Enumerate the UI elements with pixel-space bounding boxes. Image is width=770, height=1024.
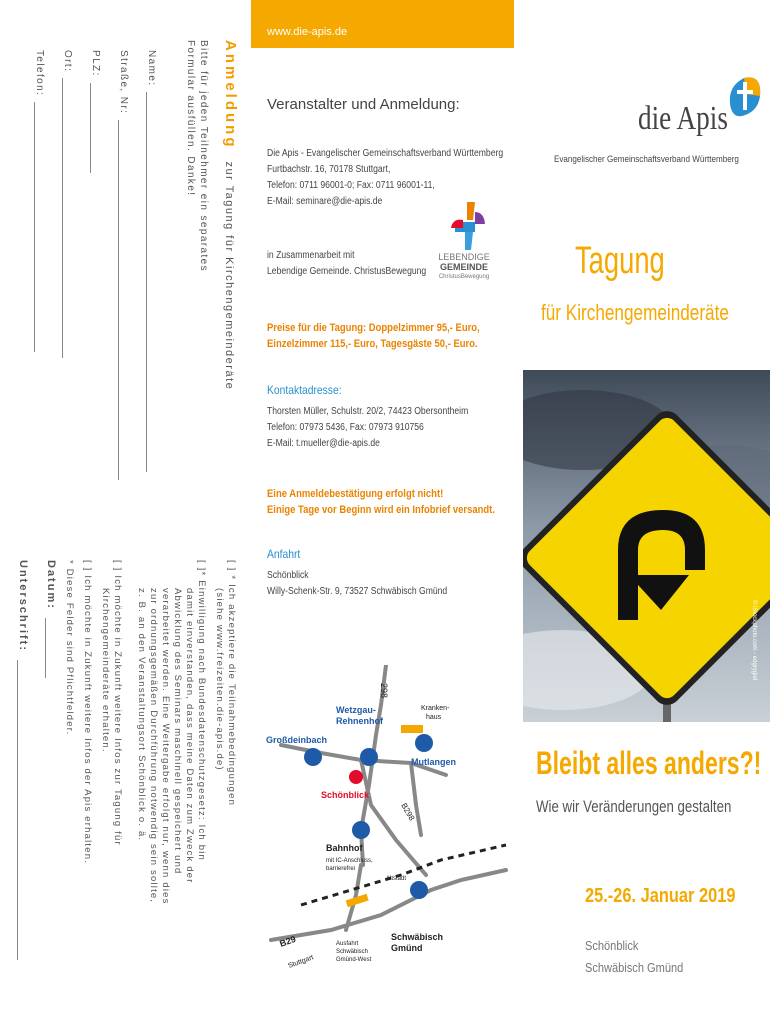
- road-mutlangen: [411, 763, 421, 835]
- name-field[interactable]: [146, 50, 157, 472]
- map-label-hospital: haus: [426, 714, 442, 721]
- checkbox-text: damit einverstanden, dass meine Daten zum Zweck der: [184, 588, 195, 884]
- map-label-b298-south: B298: [399, 801, 417, 823]
- event-subtitle: für Kirchengemeinderäte: [541, 300, 729, 325]
- checkbox-terms[interactable]: [213, 560, 237, 806]
- event-title: Tagung: [575, 240, 665, 282]
- field-input-line[interactable]: [118, 120, 129, 480]
- field-label: Name:: [146, 50, 157, 87]
- lebendige-gemeinde-logo: [429, 198, 499, 293]
- checkbox-text: [ ] * Ich akzeptiere die Teilnahmebedingungen: [226, 560, 237, 807]
- registration-heading-suffix: zur Tagung für Kirchengemeinderäte: [223, 161, 235, 391]
- map-label-hospital: Kranken-: [421, 705, 450, 712]
- bahnhof-dot: [352, 821, 370, 839]
- organizer-line: Telefon: 0711 96001-0; Fax: 0711 96001-11,: [267, 180, 435, 191]
- lg-logo-text: LEBENDIGE: [438, 252, 490, 262]
- map-label-exit: Ausfahrt: [336, 941, 359, 947]
- mutlangen-dot: [415, 734, 433, 752]
- prices-line: Preise für die Tagung: Doppelzimmer 95,- Euro,: [267, 322, 480, 334]
- checkbox-text: [ ] Ich möchte in Zukunft weitere Infos der Apis erhalten.: [82, 560, 93, 865]
- map-label-schwaebisch-gmuend: Schwäbisch: [391, 932, 444, 942]
- map-label-schoenblick: Schönblick: [321, 790, 370, 800]
- checkbox-text: zur ordnungsgemäßen Durchführung notwendig sein sollte,: [148, 588, 159, 904]
- organizer-heading: Veranstalter und Anmeldung:: [267, 96, 460, 113]
- event-city: Schwäbisch Gmünd: [585, 960, 684, 975]
- registration-form-panel: [0, 0, 252, 1024]
- signature-label: Unterschrift:: [17, 560, 29, 653]
- organizer-line: Die Apis - Evangelischer Gemeinschaftsverband Württemberg: [267, 148, 504, 159]
- lg-logo-text: ChristusBewegung: [438, 274, 490, 280]
- map-label-exit: Schwäbisch: [336, 949, 369, 955]
- city-field[interactable]: [62, 50, 73, 358]
- event-headline: Bleibt alles anders?!: [536, 745, 762, 781]
- photo-credit: © iStockphoto.com - edgrygiel: [751, 600, 757, 681]
- schwaebisch-gmuend-dot: [410, 881, 428, 899]
- notice-line: Eine Anmeldebestätigung erfolgt nicht!: [267, 488, 444, 500]
- contact-heading: Kontaktadresse:: [267, 383, 342, 397]
- signature-field[interactable]: [17, 560, 29, 960]
- date-field[interactable]: [45, 560, 57, 678]
- u-turn-sign-image: [523, 370, 770, 722]
- date-label: Datum:: [45, 560, 57, 610]
- grossdeinbach-dot: [304, 748, 322, 766]
- field-label: PLZ:: [90, 50, 101, 77]
- wetzgau-dot: [360, 748, 378, 766]
- cooperation-line: Lebendige Gemeinde. ChristusBewegung: [267, 266, 427, 277]
- signature-input-line[interactable]: [17, 660, 28, 960]
- directions-map: [261, 665, 511, 1005]
- checkbox-text: [ ] Ich möchte in Zukunft weitere Infos zur Tagung für: [112, 560, 123, 846]
- organizer-email[interactable]: E-Mail: seminare@die-apis.de: [267, 196, 383, 207]
- field-input-line[interactable]: [34, 102, 45, 352]
- map-label-ic: barrierefrei: [326, 866, 356, 872]
- contact-block: [267, 382, 468, 452]
- map-label-b29: B29: [278, 933, 298, 949]
- cooperation-note: [267, 248, 426, 280]
- field-label: Straße, Nr:: [118, 50, 129, 115]
- lg-logo-text: GEMEINDE: [439, 262, 488, 272]
- cooperation-line: in Zusammenarbeit mit: [267, 250, 355, 261]
- map-label-rehnenhof: Rehnenhof: [336, 716, 383, 726]
- route-line: Schönblick: [267, 570, 309, 581]
- map-label-schwaebisch-gmuend: Gmünd: [391, 943, 423, 953]
- website-bar: [251, 0, 514, 48]
- contact-line: Thorsten Müller, Schulstr. 20/2, 74423 Obersontheim: [267, 406, 469, 417]
- apis-cross-icon: [726, 74, 764, 120]
- event-tagline: Wie wir Veränderungen gestalten: [536, 797, 732, 816]
- street-field[interactable]: [118, 50, 129, 480]
- event-date: 25.-26. Januar 2019: [585, 885, 736, 907]
- field-label: Ort:: [62, 50, 73, 73]
- organizer-line: Furtbachstr. 16, 70178 Stuttgart,: [267, 164, 391, 175]
- route-heading: Anfahrt: [267, 547, 301, 561]
- prices: [267, 320, 480, 352]
- registration-form-rotated: [0, 0, 251, 1024]
- road-sign-photo: [523, 370, 770, 722]
- notice-line: Einige Tage vor Beginn wird ein Infobrief versandt.: [267, 504, 495, 516]
- contact-email[interactable]: E-Mail: t.mueller@die-apis.de: [267, 438, 380, 449]
- hospital-marker: [401, 725, 423, 733]
- registration-heading: Anmeldung: [222, 40, 239, 150]
- map-label-mutlangen: Mutlangen: [411, 757, 456, 767]
- middle-panel: [251, 0, 514, 1024]
- checkbox-text: Abwicklung des Seminars maschinell gespeichert und: [172, 588, 183, 875]
- checkbox-text: [ ]* Einwilligung nach Bundesdatenschutzgesetz: Ich bin: [196, 560, 207, 862]
- route-line: Willy-Schenk-Str. 9, 73527 Schwäbisch Gmünd: [267, 586, 448, 597]
- checkbox-text: Kirchengemeinderäte erhalten.: [100, 588, 111, 753]
- mandatory-note: [63, 560, 75, 735]
- checkbox-tagung-info[interactable]: [99, 560, 123, 846]
- registration-title: [222, 40, 239, 1000]
- map-label-stuttgart: Stuttgart: [287, 954, 315, 970]
- checkbox-text: verarbeitet werden. Eine Weitergabe erfolgt nur, wenn dies: [160, 588, 171, 905]
- map-label-wetzgau: Wetzgau-: [336, 705, 376, 715]
- mandatory-text: * Diese Felder sind Pflichtfelder.: [64, 560, 75, 736]
- date-input-line[interactable]: [45, 618, 56, 678]
- map-label-altstadt: Altstadt: [386, 876, 407, 882]
- logo-wordmark: die Apis: [638, 100, 728, 137]
- schoenblick-dot: [349, 770, 363, 784]
- field-label: Telefon:: [34, 50, 45, 97]
- route-block: [267, 546, 447, 600]
- website-link[interactable]: www.die-apis.de: [267, 26, 348, 38]
- contact-line: Telefon: 07973 5436, Fax: 07973 910756: [267, 422, 424, 433]
- map-label-ic: mit IC-Anschluss,: [326, 858, 373, 864]
- checkbox-privacy[interactable]: [135, 560, 207, 905]
- registration-intro-line: Formular ausfüllen. Danke!: [185, 40, 196, 197]
- event-venue: Schönblick: [585, 938, 639, 953]
- logo-subtitle: Evangelischer Gemeinschaftsverband Württemberg: [554, 154, 739, 165]
- checkbox-apis-info[interactable]: [81, 560, 93, 864]
- field-input-line[interactable]: [62, 78, 73, 358]
- checkbox-text: (siehe www.freizeiten.die-apis.de): [214, 588, 225, 771]
- map-label-b298: 298: [379, 683, 389, 699]
- checkbox-text: z. B. an den Veranstaltungsort Schönblick o. ä.: [136, 588, 147, 842]
- map-label-grossdeinbach: Großdeinbach: [266, 735, 328, 745]
- map-label-bahnhof: Bahnhof: [326, 843, 363, 853]
- map-label-exit: Gmünd-West: [336, 957, 372, 963]
- registration-intro-line: Bitte für jeden Teilnehmer ein separates: [198, 40, 209, 273]
- phone-field[interactable]: [34, 50, 45, 352]
- plz-field[interactable]: [90, 50, 101, 173]
- prices-line: Einzelzimmer 115,- Euro, Tagesgäste 50,- Euro.: [267, 338, 478, 350]
- field-input-line[interactable]: [90, 83, 101, 173]
- field-input-line[interactable]: [146, 92, 157, 472]
- confirmation-notice: [267, 486, 495, 518]
